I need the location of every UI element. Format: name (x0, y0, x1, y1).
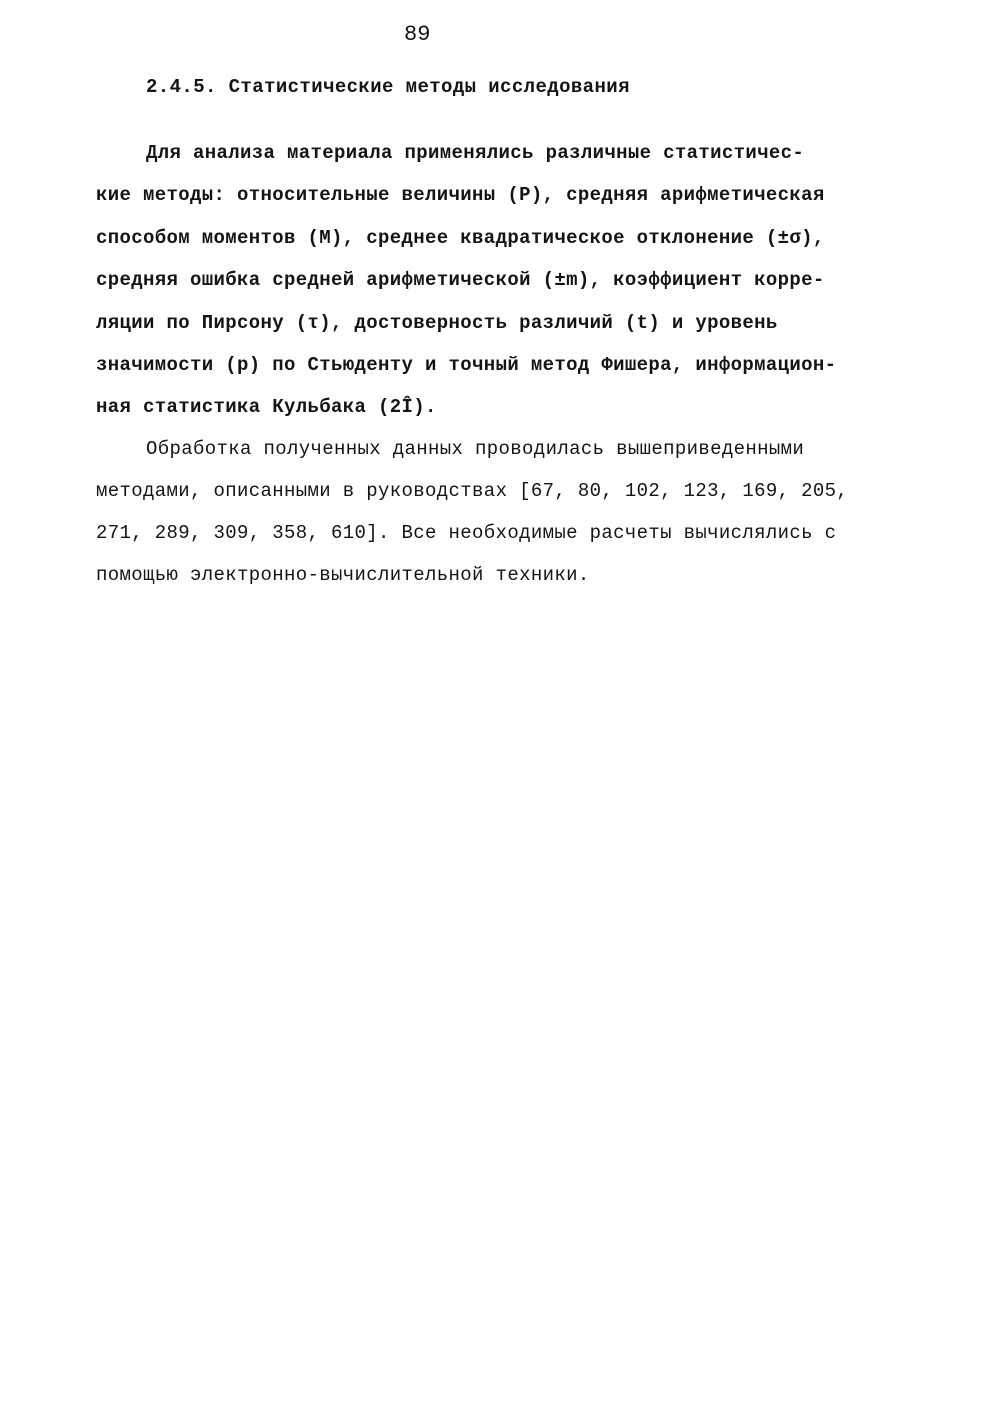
text-line: значимости (р) по Стьюденту и точный метод Фишера, информацион- (96, 354, 837, 376)
text-line: ная статистика Кульбака (2Î). (96, 396, 437, 418)
text-line: ляции по Пирсону (τ), достоверность различий (t) и уровень (96, 312, 778, 334)
text-line: Для анализа материала применялись различные статистичес- (146, 142, 805, 164)
text-line: Обработка полученных данных проводилась вышеприведенными (146, 438, 805, 460)
text-line: кие методы: относительные величины (P), средняя арифметическая (96, 184, 825, 206)
text-line: средняя ошибка средней арифметической (±m), коэффициент корре- (96, 269, 825, 291)
page-number: 89 (404, 22, 431, 47)
text-line: 271, 289, 309, 358, 610]. Все необходимые расчеты вычислялись с (96, 522, 837, 544)
text-line: помощью электронно-вычислительной техники. (96, 564, 590, 586)
text-line: методами, описанными в руководствах [67, 80, 102, 123, 169, 205, (96, 480, 849, 502)
section-heading: 2.4.5. Статистические методы исследования (146, 76, 630, 98)
text-line: способом моментов (M), среднее квадратическое отклонение (±σ), (96, 227, 825, 249)
